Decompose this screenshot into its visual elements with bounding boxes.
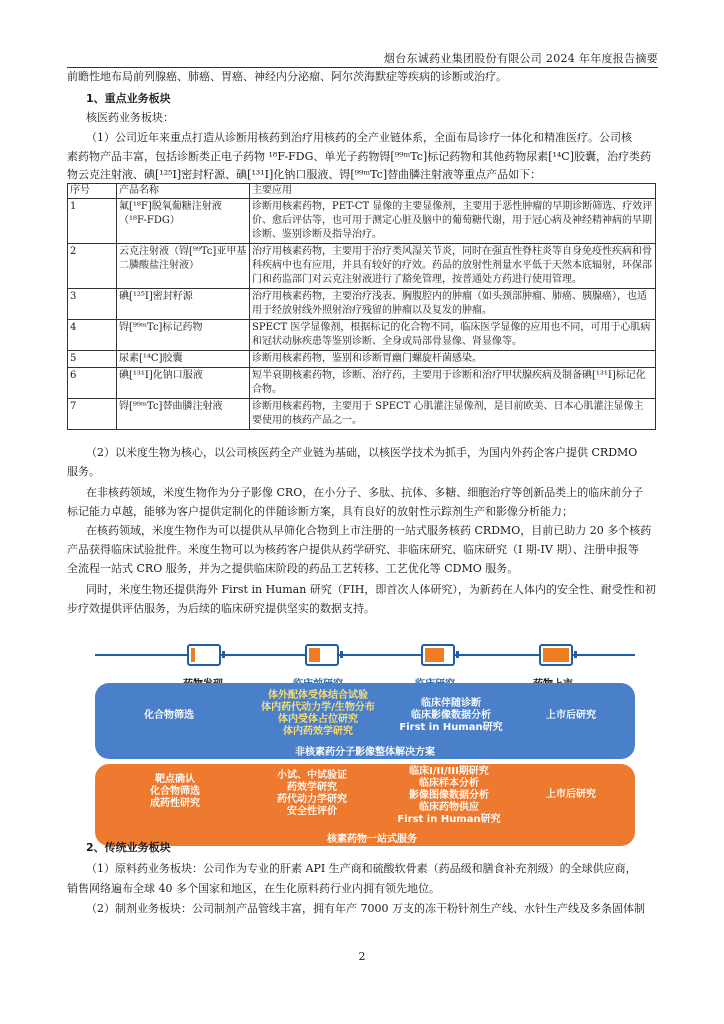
product-name: 碘[¹²⁵I]密封籽源 xyxy=(117,289,250,320)
band-item: 成药性研究 xyxy=(150,798,200,809)
body-line: 前瞻性地布局前列腺癌、肺癌、胃癌、神经内分泌瘤、阿尔茨海默症等疾病的诊断或治疗。 xyxy=(67,70,507,83)
band-item: 药效学研究 xyxy=(287,782,337,793)
report-header-title: 烟台东诚药业集团股份有限公司 2024 年年度报告摘要 xyxy=(383,52,658,65)
band-item: 体内药代动力学/生物分布 xyxy=(261,702,375,713)
row-number: 4 xyxy=(68,320,117,351)
band-column xyxy=(515,789,627,801)
row-number: 1 xyxy=(68,199,117,244)
paragraph-line: （2）以米度生物为核心，以公司核医药全产业链为基础，以核医学技术为抓手，为国内外药企客户提供 CRDMO xyxy=(86,446,638,459)
paragraph-line: 步疗效提供评估服务，为后续的临床研究提供坚实的数据支持。 xyxy=(67,602,375,615)
band-item: First in Human研究 xyxy=(399,722,503,733)
paragraph-line: 服务。 xyxy=(67,465,100,478)
stage-battery-icon xyxy=(539,644,573,666)
paragraph-line: 标记能力卓越，能够为客户提供定制化的伴随诊断方案，具有良好的放射性示踪剂生产和影像分析能力； xyxy=(67,505,573,518)
band-item: 小试、中试验证 xyxy=(277,770,347,781)
stage-battery-fill xyxy=(309,648,320,662)
band-column xyxy=(391,698,511,734)
product-use: 短半衰期核素药物，诊断、治疗药，主要用于诊断和治疗甲状腺疾病及制备碘[¹³¹I]标记化合物。 xyxy=(250,368,656,399)
paragraph-line: 同时，米度生物还提供海外 First in Human 研究（FIH，即首次人体研究），为新药在人体内的安全性、耐受性和初 xyxy=(86,583,656,596)
product-table xyxy=(67,183,656,430)
band-column xyxy=(257,770,367,818)
paragraph-line: （1）公司近年来重点打造从诊断用核药到治疗用核药的全产业链体系，全面布局诊疗一体化和精准医疗。公司核 xyxy=(86,131,632,144)
paragraph-line: 在核药领域，米度生物作为可以提供从早筛化合物到上市注册的一站式服务核药 CRDMO，目前已助力 20 多个核药 xyxy=(86,524,652,537)
paragraph-line: 产品获得临床试验批件。米度生物可以为核药客户提供从药学研究、非临床研究、临床研究（I 期-IV 期）、注册申报等 xyxy=(67,543,639,556)
product-use: SPECT 医学显像剂，根据标记的化合物不同，临床医学显像的应用也不同，可用于心肌病和冠状动脉疾患等鉴别诊断、全身或局部骨显像、肾显像等。 xyxy=(250,320,656,351)
table-header-cell: 主要应用 xyxy=(250,184,656,199)
product-name: 锝[⁹⁹ᵐTc]替曲膦注射液 xyxy=(117,399,250,430)
paragraph-line: 在非核药领域，米度生物作为分子影像 CRO，在小分子、多肽、抗体、多糖、细胞治疗等创新品类上的临床前分子 xyxy=(86,486,644,499)
paragraph-line: （2）制剂业务板块：公司制剂产品管线丰富，拥有年产 7000 万支的冻干粉针剂生产线、水针生产线及多条固体制 xyxy=(86,902,645,915)
band-column xyxy=(243,690,393,738)
page-number: 2 xyxy=(358,950,366,963)
band-column xyxy=(113,710,225,722)
table-row xyxy=(68,244,656,289)
row-number: 5 xyxy=(68,351,117,368)
table-header-cell: 序号 xyxy=(68,184,117,199)
band-item: 上市后研究 xyxy=(546,710,596,721)
row-number: 3 xyxy=(68,289,117,320)
nuclear-one-stop-band xyxy=(95,764,635,846)
section-heading-1: 1、重点业务板块 xyxy=(86,92,171,105)
service-flow-diagram xyxy=(95,620,635,845)
band-item: 化合物筛选 xyxy=(144,710,194,721)
table-row xyxy=(68,399,656,430)
stage-battery-fill xyxy=(191,648,195,662)
stage-battery-fill xyxy=(425,648,444,662)
band-title: 核素药物一站式服务 xyxy=(327,834,417,845)
band-item: 临床样本分析 xyxy=(419,778,479,789)
band-column xyxy=(515,710,627,722)
table-row xyxy=(68,368,656,399)
row-number: 6 xyxy=(68,368,117,399)
band-item: 临床影像数据分析 xyxy=(411,710,491,721)
band-item: 体内受体占位研究 xyxy=(278,714,358,725)
band-item: 影像图像数据分析 xyxy=(409,790,489,801)
product-name: 云克注射液（锝[⁹⁹Tc]亚甲基二膦酸盐注射液） xyxy=(117,244,250,289)
subsection-label: 核医药业务板块： xyxy=(86,111,174,124)
section-heading-2: 2、传统业务板块 xyxy=(86,841,171,854)
non-nuclear-solution-band xyxy=(95,683,635,759)
table-row xyxy=(68,199,656,244)
product-name: 氟[¹⁸F]脱氧葡糖注射液（¹⁸F-FDG） xyxy=(117,199,250,244)
row-number: 2 xyxy=(68,244,117,289)
product-name: 锝[⁹⁹ᵐTc]标记药物 xyxy=(117,320,250,351)
table-row xyxy=(68,320,656,351)
band-item: 体外配体受体结合试验 xyxy=(268,690,368,701)
band-item: 体内药效学研究 xyxy=(283,726,353,737)
band-item: 上市后研究 xyxy=(546,789,596,800)
stage-battery-icon xyxy=(421,644,455,666)
band-item: 化合物筛选 xyxy=(150,786,200,797)
paragraph-line: （1）原料药业务板块：公司作为专业的肝素 API 生产商和硫酸软骨素（药品级和膳食补充剂级）的全球供应商， xyxy=(86,862,637,875)
stage-battery-icon xyxy=(187,644,221,666)
paragraph-line: 销售网络遍布全球 40 多个国家和地区，在生化原料药行业内拥有领先地位。 xyxy=(67,882,440,895)
stage-battery-icon xyxy=(305,644,339,666)
paragraph-line: 物云克注射液、碘[¹²⁵I]密封籽源、碘[¹³¹I]化钠口服液、锝[⁹⁹ᵐTc]替曲膦注射液等重点产品如下： xyxy=(67,168,542,181)
table-header-cell: 产品名称 xyxy=(117,184,250,199)
stage-battery-fill xyxy=(543,648,569,662)
band-item: 临床药物供应 xyxy=(419,802,479,813)
product-name: 碘[¹³¹I]化钠口服液 xyxy=(117,368,250,399)
product-use: 治疗用核素药物，主要治疗浅表、胸腹腔内的肿瘤（如头颈部肿瘤、肺癌、胰腺癌），也适用于经放射线外照射治疗残留的肿瘤以及复发的肿瘤。 xyxy=(250,289,656,320)
band-column xyxy=(135,774,215,810)
product-use: 诊断用核素药物，主要用于 SPECT 心肌灌注显像剂，是目前欧美、日本心肌灌注显像主要使用的核药产品之一。 xyxy=(250,399,656,430)
band-item: 药代动力学研究 xyxy=(277,794,347,805)
band-item: 临床I/II/III期研究 xyxy=(409,766,489,777)
band-item: 临床伴随诊断 xyxy=(421,698,481,709)
paragraph-line: 全流程一站式 CRO 服务，并为之提供临床阶段的药品工艺转移、工艺优化等 CDMO 服务。 xyxy=(67,562,519,575)
product-use: 诊断用核素药物，鉴别和诊断胃幽门螺旋杆菌感染。 xyxy=(250,351,656,368)
table-row xyxy=(68,351,656,368)
band-title: 非核素药分子影像整体解决方案 xyxy=(295,747,435,758)
paragraph-line: 素药物产品丰富，包括诊断类正电子药物 ¹⁸F-FDG、单光子药物锝[⁹⁹ᵐTc]标记药物和其他药物尿素[¹⁴C]胶囊，治疗类药 xyxy=(67,150,652,163)
table-row xyxy=(68,289,656,320)
band-item: First in Human研究 xyxy=(397,814,501,825)
band-item: 安全性评价 xyxy=(287,806,337,817)
product-name: 尿素[¹⁴C]胶囊 xyxy=(117,351,250,368)
product-use: 诊断用核素药物，PET-CT 显像的主要显像剂，主要用于恶性肿瘤的早期诊断筛选、疗效评价、愈后评估等，也可用于测定心脏及脑中的葡萄糖代谢，用于冠心病及神经精神病的早期诊断、鉴别诊断及指导治疗。 xyxy=(250,199,656,244)
band-column xyxy=(389,766,509,826)
table-header-row xyxy=(68,184,656,199)
product-use: 治疗用核素药物，主要用于治疗类风湿关节炎，同时在强直性脊柱炎等自身免疫性疾病和骨科疾病中也有应用，并具有较好的疗效。药品的放射性剂量水平低于天然本底辐射，环保部门和药监部门对云克注射液进行了豁免管理，按普通处方药进行使用管理。 xyxy=(250,244,656,289)
row-number: 7 xyxy=(68,399,117,430)
band-item: 靶点确认 xyxy=(155,774,195,785)
